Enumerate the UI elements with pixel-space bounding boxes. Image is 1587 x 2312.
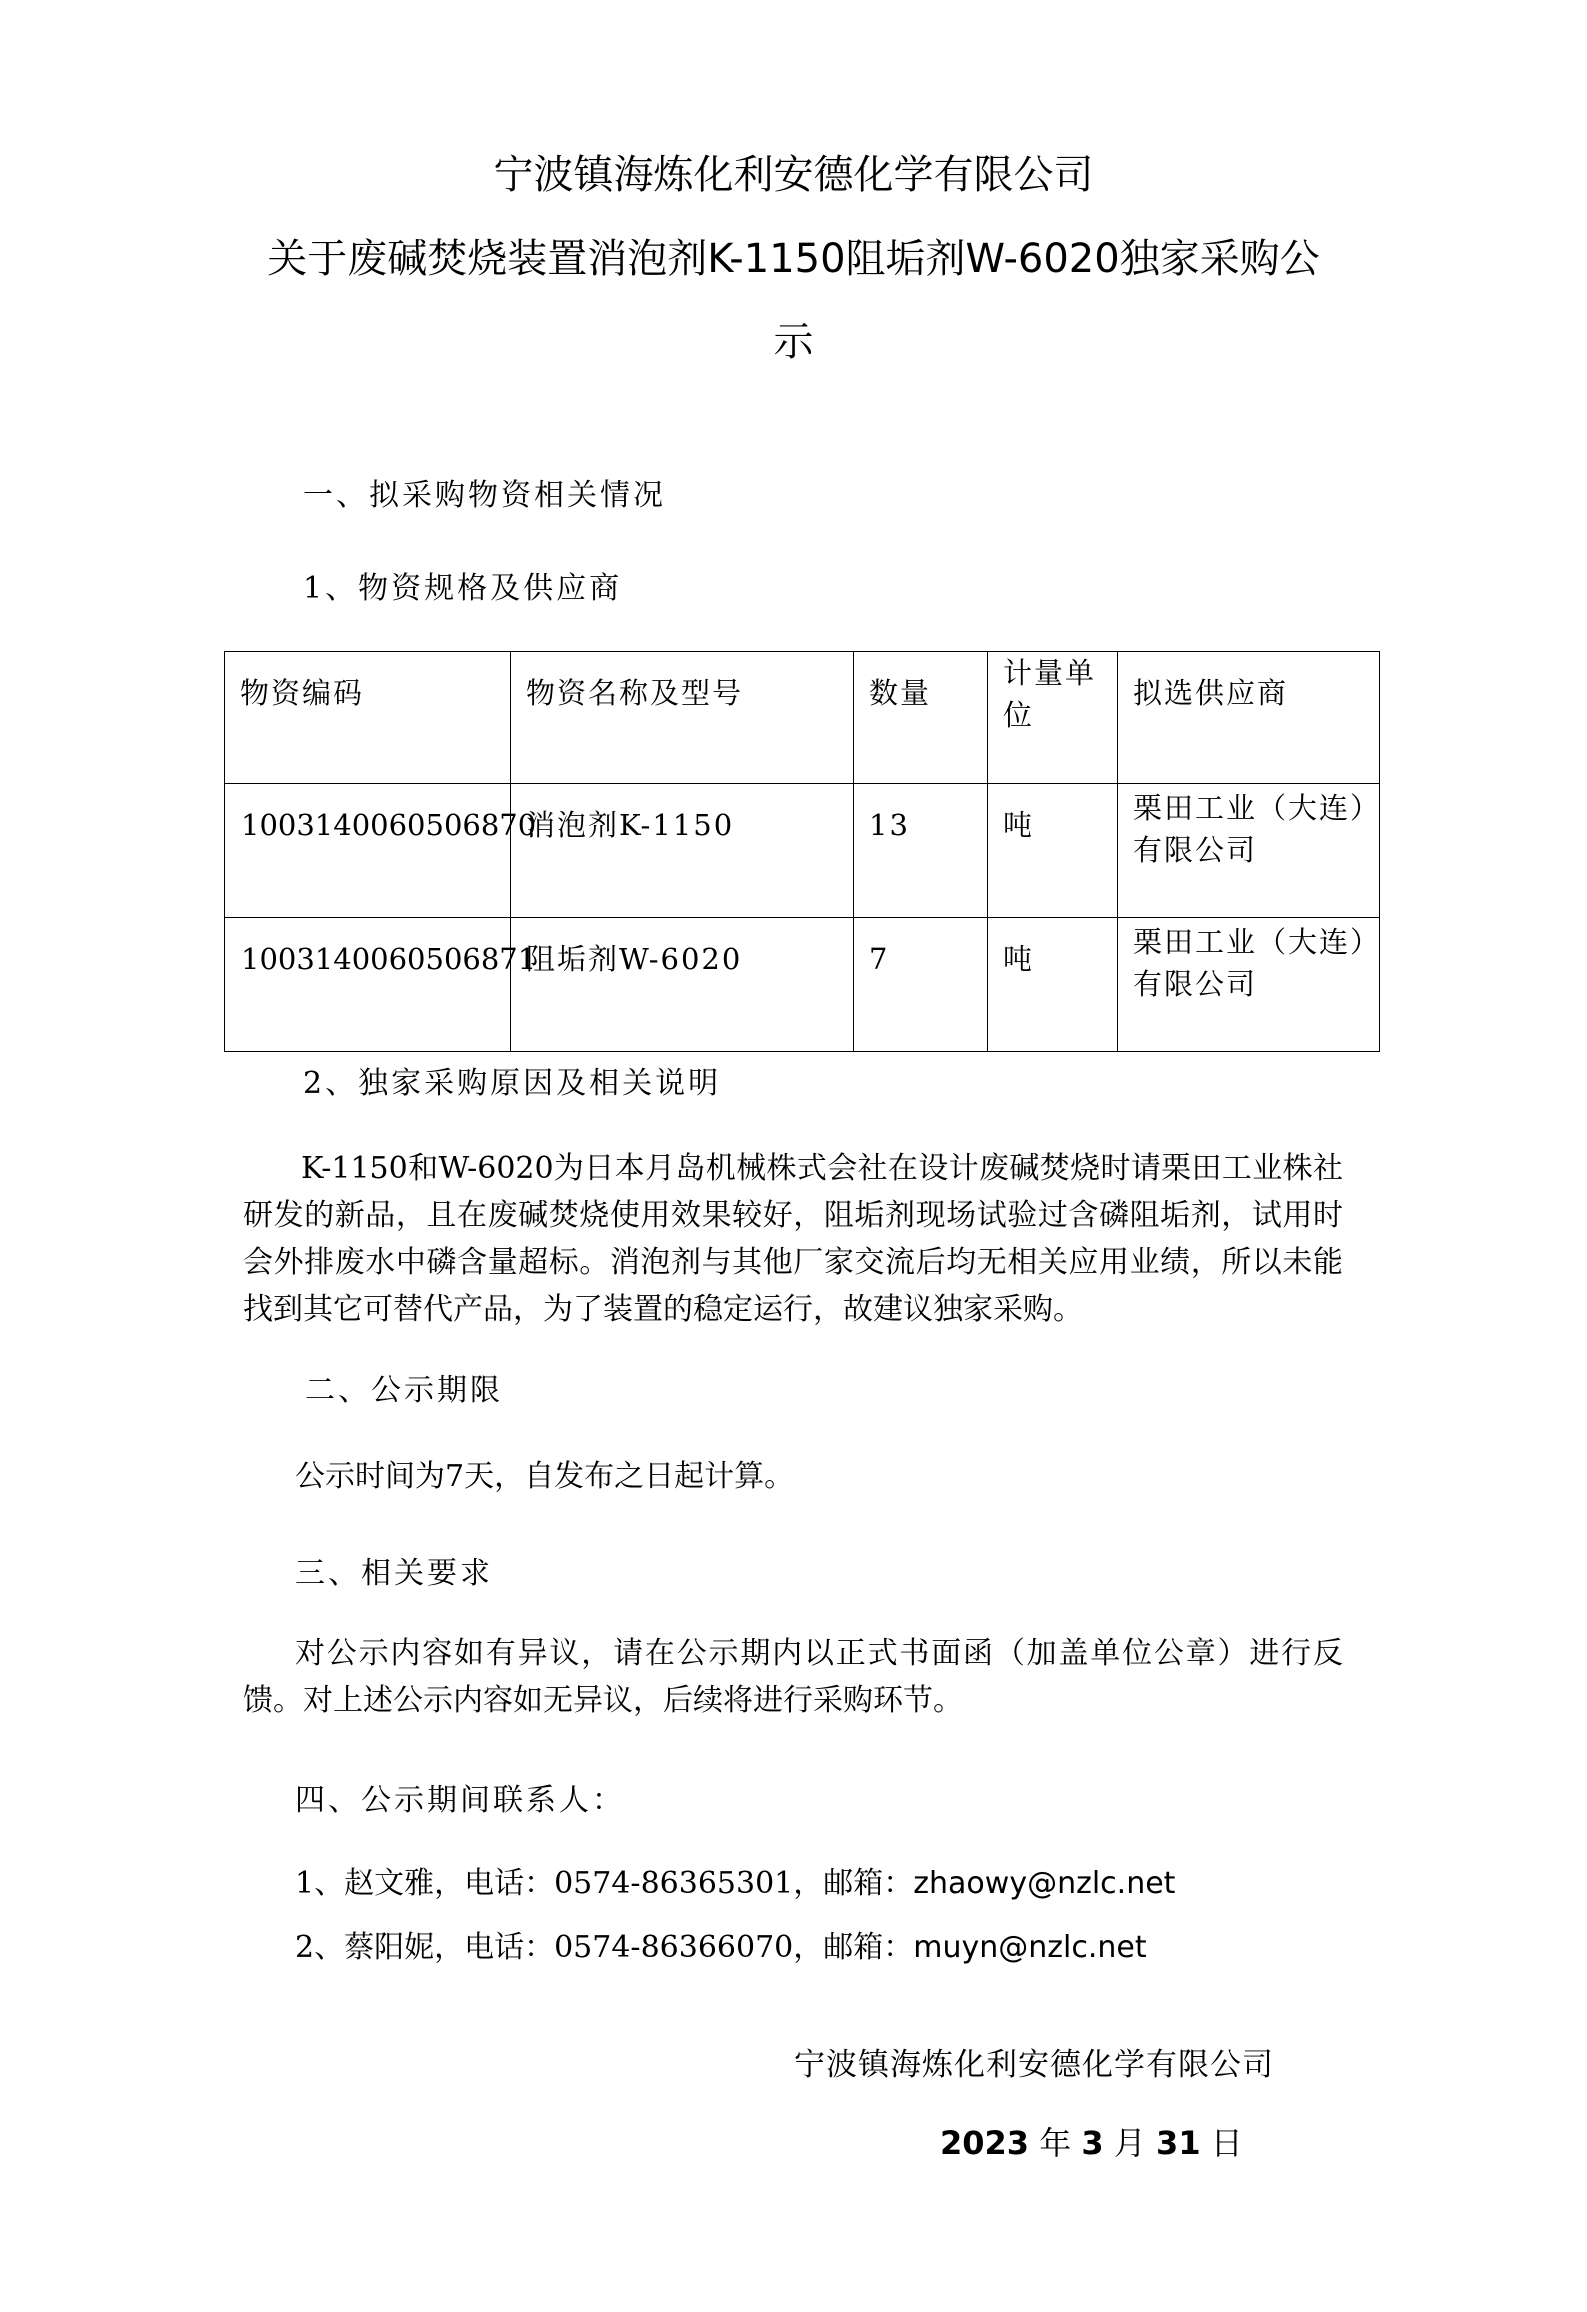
contact-1: [295, 1860, 1175, 1907]
contact-2-email[interactable]: muyn@nzlc.net: [913, 1930, 1147, 1965]
cell-material-name: 消泡剂K-1150: [511, 784, 854, 918]
contact-1-info: 1、赵文雅，电话：0574-86365301，邮箱：: [295, 1866, 914, 1901]
section2-text: 公示时间为7天，自发布之日起计算。: [295, 1459, 795, 1494]
date-year: 2023: [940, 2124, 1030, 2162]
section1-heading: 一、拟采购物资相关情况: [303, 478, 666, 513]
cell-supplier: 栗田工业（大连）有限公司: [1118, 918, 1380, 1052]
header-unit: 计量单位: [988, 652, 1118, 784]
date-year-unit: 年: [1039, 2124, 1072, 2162]
materials-table: [224, 651, 1380, 1052]
document-title-line3: 示: [773, 319, 814, 365]
procurement-reason-paragraph: K-1150和W-6020为日本月岛机械株式会社在设计废碱焚烧时请栗田工业株社研发的新品，且在废碱焚烧使用效果较好，阻垢剂现场试验过含磷阻垢剂，试用时会外排废水中磷含量超标。消泡剂与其他厂家交流后均无相关应用业绩，所以未能找到其它可替代产品，为了装置的稳定运行，故建议独家采购。: [243, 1151, 1343, 1327]
document-title-line1: 宁波镇海炼化利安德化学有限公司: [493, 152, 1094, 198]
cell-material-name: 阻垢剂W-6020: [511, 918, 854, 1052]
header-material-code: 物资编码: [225, 652, 511, 784]
contact-1-email[interactable]: zhaowy@nzlc.net: [913, 1866, 1176, 1901]
table-row: [225, 918, 1380, 1052]
table-row: [225, 784, 1380, 918]
date-day-unit: 日: [1210, 2124, 1243, 2162]
section2-heading: 二、公示期限: [305, 1373, 503, 1408]
contact-2: [295, 1924, 1147, 1971]
signature-company: 宁波镇海炼化利安德化学有限公司: [794, 2047, 1274, 2083]
cell-quantity: 7: [854, 918, 988, 1052]
cell-supplier: 栗田工业（大连）有限公司: [1118, 784, 1380, 918]
cell-unit: 吨: [988, 918, 1118, 1052]
document-title-line2: 关于废碱焚烧装置消泡剂K-1150阻垢剂W-6020独家采购公: [267, 236, 1320, 282]
cell-quantity: 13: [854, 784, 988, 918]
section3-heading: 三、相关要求: [295, 1556, 493, 1591]
cell-unit: 吨: [988, 784, 1118, 918]
section1-sub1-heading: 1、物资规格及供应商: [303, 571, 623, 606]
section3-text: 对公示内容如有异议，请在公示期内以正式书面函（加盖单位公章）进行反馈。对上述公示内容如无异议，后续将进行采购环节。: [243, 1636, 1343, 1718]
header-material-name: 物资名称及型号: [511, 652, 854, 784]
cell-material-code: 1003140060506871: [225, 918, 511, 1052]
date-day: 31: [1156, 2124, 1201, 2162]
section1-sub2-heading: 2、独家采购原因及相关说明: [303, 1066, 722, 1101]
cell-material-code: 1003140060506870: [225, 784, 511, 918]
section4-heading: 四、公示期间联系人：: [295, 1783, 625, 1818]
date-month: 3: [1081, 2124, 1104, 2162]
header-quantity: 数量: [854, 652, 988, 784]
contact-2-info: 2、蔡阳妮，电话：0574-86366070，邮箱：: [295, 1930, 914, 1965]
table-header-row: [225, 652, 1380, 784]
date-month-unit: 月: [1113, 2124, 1146, 2162]
signature-date: [940, 2118, 1243, 2164]
header-supplier: 拟选供应商: [1118, 652, 1380, 784]
